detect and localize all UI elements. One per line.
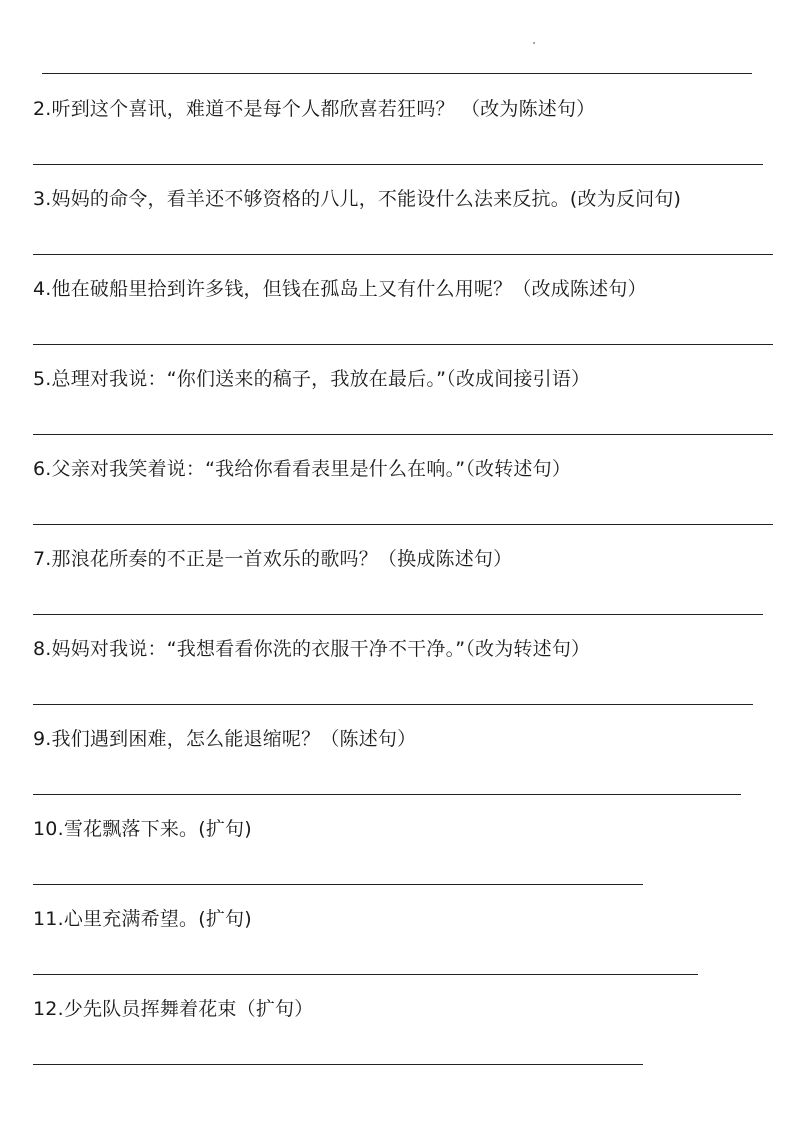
question-12: 12.少先队员挥舞着花束（扩句） xyxy=(33,998,314,1020)
answer-line-4[interactable] xyxy=(33,344,773,345)
answer-line-8[interactable] xyxy=(33,704,753,705)
question-6: 6.父亲对我笑着说：“我给你看看表里是什么在响。”（改转述句） xyxy=(33,458,572,480)
question-2: 2.听到这个喜讯，难道不是每个人都欣喜若狂吗？ （改为陈述句） xyxy=(33,98,596,120)
answer-line-7[interactable] xyxy=(33,614,763,615)
answer-line-5[interactable] xyxy=(33,434,773,435)
answer-line-1[interactable] xyxy=(42,73,752,74)
answer-line-9[interactable] xyxy=(33,794,741,795)
answer-line-6[interactable] xyxy=(33,524,773,525)
question-7: 7.那浪花所奏的不正是一首欢乐的歌吗？（换成陈述句） xyxy=(33,548,513,570)
question-8: 8.妈妈对我说：“我想看看你洗的衣服干净不干净。”（改为转述句） xyxy=(33,638,591,660)
question-10: 10.雪花飘落下来。(扩句) xyxy=(33,818,252,840)
question-9: 9.我们遇到困难，怎么能退缩呢？（陈述句） xyxy=(33,728,417,750)
answer-line-11[interactable] xyxy=(33,974,698,975)
answer-line-2[interactable] xyxy=(33,164,763,165)
answer-line-12[interactable] xyxy=(33,1064,643,1065)
question-5: 5.总理对我说：“你们送来的稿子，我放在最后。”（改成间接引语） xyxy=(33,368,591,390)
scan-speck xyxy=(533,42,535,44)
question-11: 11.心里充满希望。(扩句) xyxy=(33,908,252,930)
question-4: 4.他在破船里拾到许多钱，但钱在孤岛上又有什么用呢？（改成陈述句） xyxy=(33,278,647,300)
answer-line-10[interactable] xyxy=(33,884,643,885)
question-3: 3.妈妈的命令，看羊还不够资格的八儿，不能设什么法来反抗。(改为反问句) xyxy=(33,188,682,210)
answer-line-3[interactable] xyxy=(33,254,773,255)
